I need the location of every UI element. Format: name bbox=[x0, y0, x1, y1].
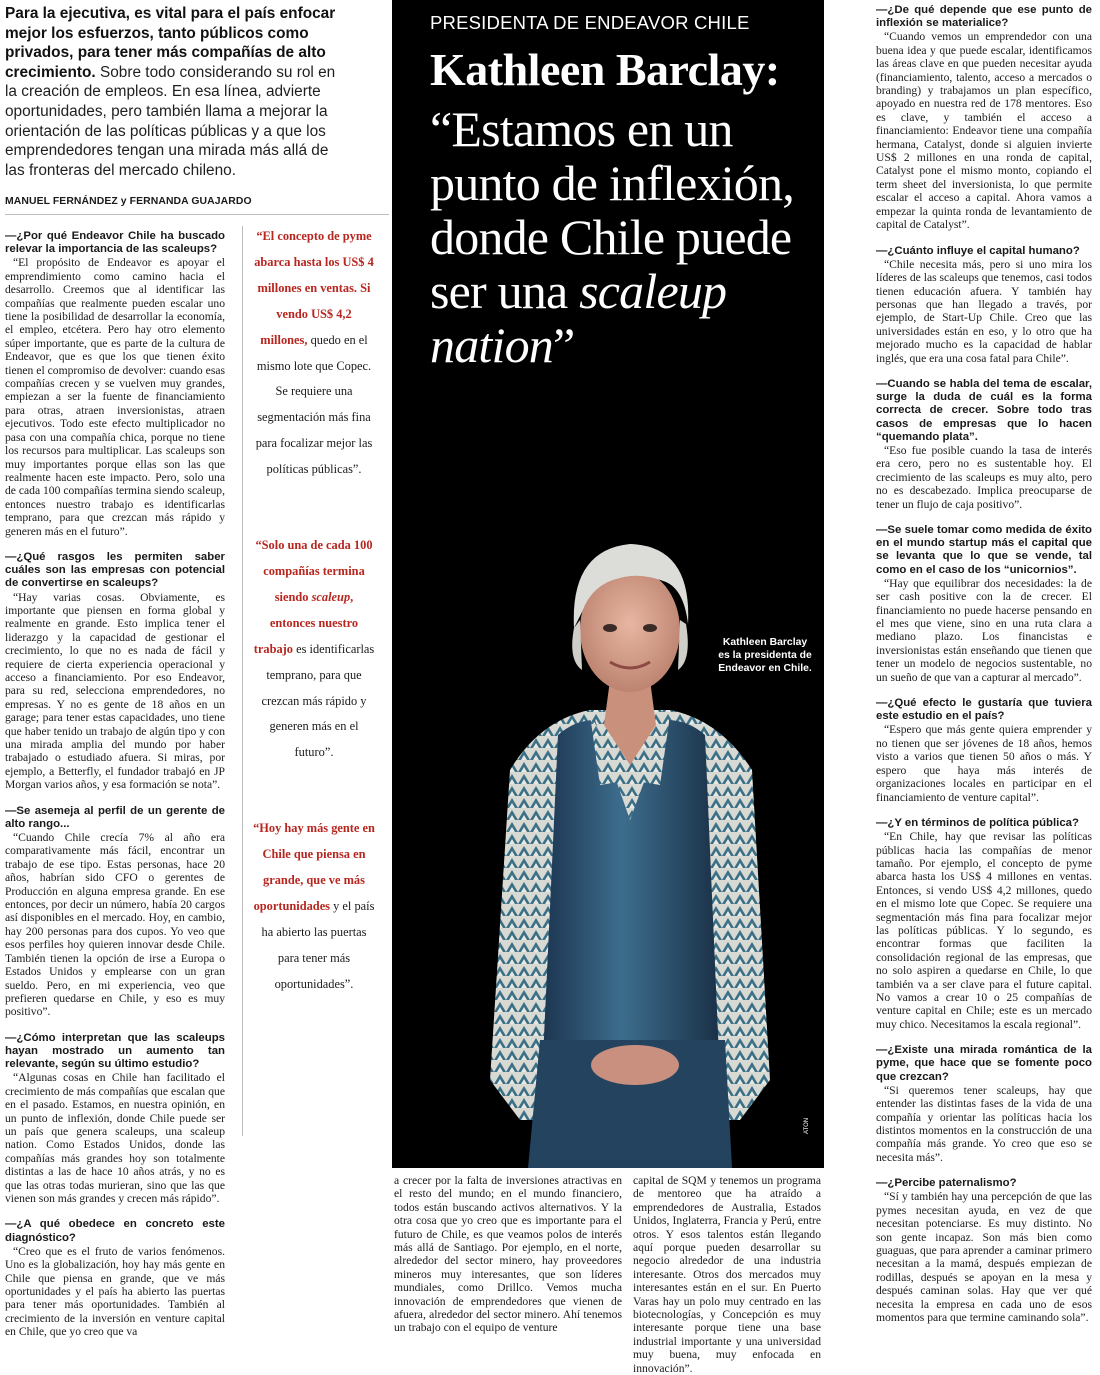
article-column-4 bbox=[633, 1174, 821, 1375]
article-column-3 bbox=[394, 1174, 622, 1360]
answer: “Hay varias cosas. Obviamente, es importante que piensen en forma global y realmente en grande. Esto implica tener el liderazgo y la capacidad de gestionar el crecimiento, lo que no es nada de fácil y requiere de cierta experiencia operacional y acceso a financiamiento. Por eso Endeavor, para su red, selecciona emprendedores, no empresas. Y no es gente de 18 años en un garage; para tener estas capacidades, uno tiene que haber tenido un trabajo de algún tipo y con una mirada amplia del mundo por haber trabajado o estudiado afuera. Si miras, por ejemplo, a Betterfly, el fundador trabajó en JP Morgan varios años, y esa formación se nota”. bbox=[5, 590, 225, 792]
pull-quote-highlight: “El concepto de pyme abarca hasta los US$ 4 millones en ventas. Si vendo US$ 4,2 millones, bbox=[254, 229, 374, 347]
portrait-photo bbox=[470, 520, 790, 1168]
kicker: PRESIDENTA DE ENDEAVOR CHILE bbox=[430, 12, 750, 33]
question: —¿Cómo interpretan que las scaleups hayan mostrado un aumento tan relevante, según su último estudio? bbox=[5, 1031, 225, 1071]
headline-quote-close: ” bbox=[552, 317, 575, 373]
question: —¿Por qué Endeavor Chile ha buscado relevar la importancia de las scaleups? bbox=[5, 230, 225, 256]
byline: MANUEL FERNÁNDEZ y FERNANDA GUAJARDO bbox=[5, 196, 252, 207]
question: —¿A qué obedece en concreto este diagnóstico? bbox=[5, 1218, 225, 1244]
answer: “En Chile, hay que revisar las políticas públicas hacia las compañías de menor tamaño. Por ejemplo, el concepto de pyme abarca hasta los US$ 4 millones en ventas. Entonces, si vendo US$ 4,2 millones, quedo en el mismo lote que Copec. Se requiere una segmentación más fina para focalizar mejor las políticas públicas. Y lo segundo, es encontrar formas que faciliten la consolidación regional de las empresas, que no solo aspiren a quedarse en Chile, lo que también va a ser clave para el future capital. No vamos a crear 10 o 25 compañías de venture capital en Chile; este es un mercado muy chico. Necesitamos la escala regional”. bbox=[876, 830, 1092, 1031]
question: —Cuando se habla del tema de escalar, surge la duda de cuál es la forma correcta de crecer. Sobre todo tras casos de empresas que lo hacen “quemando plata”. bbox=[876, 377, 1092, 443]
lead-text: Sobre todo considerando su rol en la creación de empleos. En esa línea, advierte oportunidades, pero también llama a mejorar la orientación de las políticas públicas y a que los emprendedores tengan una mirada más allá de las fronteras del mercado chileno. bbox=[5, 63, 336, 179]
body-text: a crecer por la falta de inversiones atractivas en el resto del mundo; en el mundo financiero, todos están buscando activos alternativos. Y la otra cosa que yo creo que es importante para el futuro de Chile, es que veamos polos de interés más allá de Santiago. Por ejemplo, en el norte, alrededor del sector minero, hay proveedores mineros muy interesantes, que son líderes mundiales, como Drillco. Vemos mucha innovación de emprendedores que vienen de afuera, alrededor del sector minero. Ahí tenemos un trabajo con el equipo de venture bbox=[394, 1174, 622, 1335]
answer: “Algunas cosas en Chile han facilitado el crecimiento de más compañías que escalan que en el pasado. Estamos, en nuestra opinión, en un punto de inflexión, donde Chile puede ser un país que genera scaleups, una scaleup nation. Como Estados Unidos, donde las compañías más grandes hoy son totalmente distintas a las de hace 10 años atrás, y no es que las otras todas murieran, sino que las que vienen son más grandes y crecen más rápido”. bbox=[5, 1071, 225, 1205]
question: —¿Cuánto influye el capital humano? bbox=[876, 244, 1080, 257]
lead-divider bbox=[5, 214, 389, 215]
pull-quote-highlight: “Hoy hay más gente en Chile que piensa en grande, que ve más oportunidades bbox=[253, 821, 375, 913]
body-text: capital de SQM y tenemos un programa de mentoreo que ha atraído a emprendedores de Australia, Estados Unidos, Inglaterra, Francia y Perú, entre otros. Y esos talentos están llegando aquí porque pueden desarrollar su negocio alrededor de una industria interesante. Otros dos mercados muy interesantes están en el sur. En Puerto Varas hay un polo muy centrado en las biotecnologías, y Concepción es muy interesante porque tiene una base industrial importante y una universidad muy buena, muy enfocada en innovación”. bbox=[633, 1174, 821, 1375]
pull-quote-text: quedo en el mismo lote que Copec. Se requiere una segmentación más fina para focalizar mejor las políticas públicas”. bbox=[255, 332, 373, 477]
question: —¿Existe una mirada romántica de la pyme, que hace que se fomente poco que crezcan? bbox=[876, 1044, 1092, 1083]
answer: “Sí y también hay una percepción de que las pymes necesitan ayuda, en vez de que necesitan potenciarse. Es muy distinto. No son gente incapaz. Son más bien como guaguas, que para aprender a caminar primero necesitan a la mamá, después empiezan de rodillas, después se apoyan en la mesa y después caminan solas. Hay que ver qué necesita la empresa en cada uno de esos momentos para que termine caminando sola”. bbox=[876, 1190, 1092, 1325]
question: —¿Percibe paternalismo? bbox=[876, 1177, 1017, 1190]
pull-quotes bbox=[253, 224, 375, 1048]
pull-quote-text: es identificarlas temprano, para que crezcan más rápido y generen más en el futuro”. bbox=[261, 641, 375, 760]
headline bbox=[430, 42, 820, 372]
article-column-1 bbox=[5, 230, 225, 1360]
answer: “Chile necesita más, pero si uno mira los líderes de las scaleups que tenemos, casi todos tienen educación afuera. Y también hay personas que han llegado a través, por ejemplo, de Start-Up Chile. Creo que las universidades están en eso, y lo otro que ha mejorado mucho es la capacidad de hablar inglés, que era una cosa fatal para Chile”. bbox=[876, 257, 1092, 365]
pull-quote bbox=[253, 816, 375, 997]
answer: “Cuando Chile crecía 7% al año era comparativamente más fácil, encontrar un trabajo de ese tipo. Estas personas, hace 20 años, habrían sido CFO o gerentes de Producción en alguna empresa grande. En ese entonces, por decir un número, había 20 cargos así disponibles en el mercado. Hoy, en cambio, hay 200 personas para dos cupos. Yo veo que esos perfiles hoy quieren innovar desde Chile. También tienen la opción de irse a Europa o Estados Unidos y emplearse con un gran sueldo. Pero, en mi experiencia, veo que prefieren quedarse en Chile, y eso es muy positivo”. bbox=[5, 831, 225, 1019]
pull-quote bbox=[253, 224, 375, 483]
answer: “Hay que equilibrar dos necesidades: la de ser cash positive con la de crecer. El financiamiento no puede hacerse pensando en el mes que viene, sino en una ruta clara a mediano plazo. Los financistas e inversionistas están enseñando que tienen que tener un modelo de negocios sustentable, no un sueño de que van a capturar al mercado”. bbox=[876, 576, 1092, 684]
question: —¿Qué rasgos les permiten saber cuáles son las empresas con potencial de convertirse en scaleups? bbox=[5, 550, 225, 590]
question: —Se asemeja al perfil de un gerente de alto rango... bbox=[5, 804, 225, 830]
answer: “Eso fue posible cuando la tasa de interés era cero, pero no es sustentable hoy. El crecimiento de las scaleups es muy alto, pero no es descabezado. Implica preocuparse de tener un flujo de caja positivo”. bbox=[876, 443, 1092, 511]
answer: “Cuando vemos un emprendedor con una buena idea y que puede escalar, identificamos las áreas clave en que pueden necesitar ayuda (financiamiento, talento, acceso a mercados o branding) y trabajamos un plan específico, apoyado en nuestra red de 178 mentores. Eso es clave, y también el acceso a financiamiento: Endeavor tiene una compañía hermana, Catalyst, donde si alguien invierte US$ 2 millones en una ronda de capital, Catalyst pone el mismo monto, copiando el term sheet del inversionista, lo que permite escalar el acceso a capital. Ahora vamos a empezar la quinta ronda de levantamiento de capital de Catalyst”. bbox=[876, 30, 1092, 232]
photo-credit: ATON bbox=[804, 1117, 810, 1134]
headline-quote bbox=[430, 102, 820, 372]
pull-quote-highlight: , entonces nuestro trabajo bbox=[253, 589, 359, 656]
question: —¿De qué depende que ese punto de inflexión se materialice? bbox=[876, 4, 1092, 30]
answer: “Espero que más gente quiera emprender y no tienen que ser jóvenes de 18 años, hemos visto a varios que tienen 50 años o más. Y espero que haya más interés de organizaciones locales en participar en el financiamiento de venture capital”. bbox=[876, 723, 1092, 804]
pull-quote-highlight-italic: scaleup bbox=[311, 589, 351, 604]
pull-quote-text: y el país ha abierto las puertas para tener más oportunidades”. bbox=[261, 898, 375, 991]
lead-bold: Para la ejecutiva, es vital para el país enfocar mejor los esfuerzos, tanto públicos como privados, para tener más compañías de alto crecimiento. bbox=[5, 5, 336, 81]
pull-quote-divider bbox=[242, 226, 243, 1136]
headline-name: Kathleen Barclay: bbox=[430, 44, 780, 95]
question: —Se suele tomar como medida de éxito en el mundo startup más el capital que se levanta que lo que se vende, tal como en el caso de los “unicornios”. bbox=[876, 524, 1092, 576]
lead-paragraph bbox=[5, 4, 341, 180]
photo-caption: Kathleen Barclay es la presidenta de Endeavor en Chile. bbox=[718, 637, 812, 674]
headline-quote-italic: scaleup nation bbox=[430, 263, 727, 373]
answer: “Creo que es el fruto de varios fenómenos. Uno es la globalización, hoy hay más gente en Chile que piensa en grande, que ve más oportunidades y el país ha abierto las puertas para tener más oportunidades. También al crecimiento de la inversión en venture capital en Chile, que yo creo que va bbox=[5, 1244, 225, 1339]
question: —¿Y en términos de política pública? bbox=[876, 816, 1079, 829]
article-column-5 bbox=[876, 4, 1092, 1360]
pull-quote bbox=[253, 533, 375, 766]
pull-quote-highlight: “Solo una de cada 100 compañías termina siendo bbox=[255, 538, 373, 604]
headline-quote-text: “Estamos en un punto de inflexión, donde Chile puede ser una bbox=[430, 101, 794, 319]
answer: “Si queremos tener scaleups, hay que entender las distintas fases de la vida de una compañía y orientar las políticas hacia los distintos momentos en la construcción de una compañía más grande. Yo creo que eso se necesita más”. bbox=[876, 1083, 1092, 1164]
answer: “El propósito de Endeavor es apoyar el emprendimiento como camino hacia el desarrollo. Creemos que al identificar las compañías que realmente pueden escalar uno tiene la posibilidad de desarrollar la economía, el empleo, etcétera. Pero hay otro elemento súper importante, que es parte de la cultura de Endeavor, que es que los que tienen éxito tienen el compromiso de devolver: cuando esas compañías crecen y se vuelven muy grandes, empiezan a ser la fuente de financiamiento para otras, atraen inversionistas, atraen ejecutivos. Todo este efecto multiplicador no pasa con una compañía chica, porque no tiene los recursos para multiplicar. Las scaleups son muy importantes porque ellas son las que realmente hacen este impacto. Pero, solo una de cada 100 compañías termina siendo scaleup, entonces nuestro trabajo es identificarlas temprano, para que crezcan más rápido y generen más en el futuro”. bbox=[5, 256, 225, 538]
question: —¿Qué efecto le gustaría que tuviera este estudio en el país? bbox=[876, 697, 1092, 723]
